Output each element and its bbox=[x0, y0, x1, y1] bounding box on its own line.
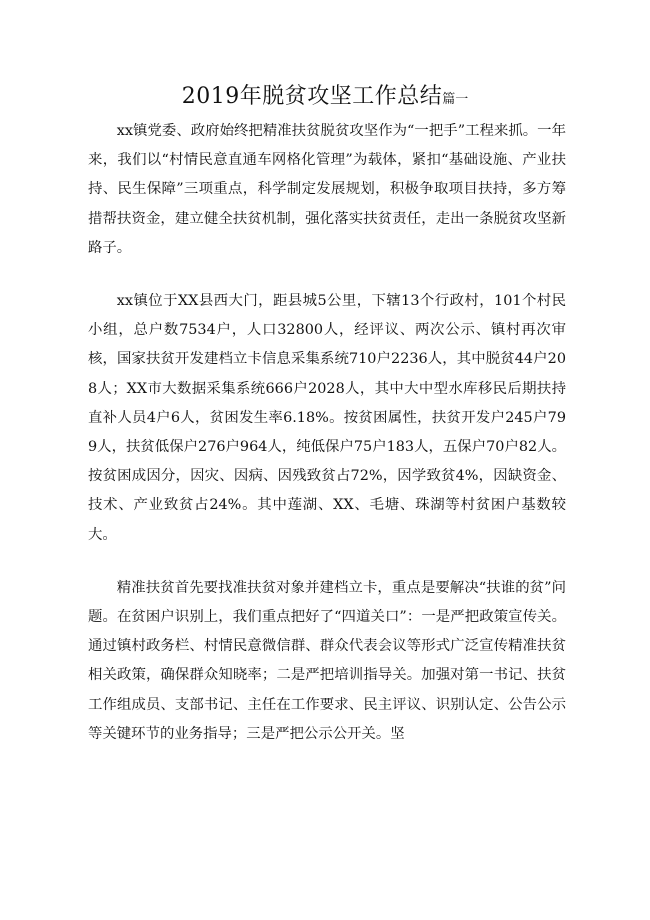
paragraph-intro: xx镇党委、政府始终把精准扶贫脱贫攻坚作为“一把手”工程来抓。一年来，我们以“村情民意直通车网格化管理”为载体，紧扣“基础设施、产业扶持、民生保障”三项重点，科学制定发展规划，积极争取项目扶持，多方筹措帮扶资金，建立健全扶贫机制，强化落实扶贫责任，走出一条脱贫攻坚新路子。 bbox=[88, 123, 566, 256]
document-body bbox=[88, 117, 566, 749]
title-suffix: 篇一 bbox=[442, 92, 469, 107]
paragraph-overview: xx镇位于XX县西大门，距县城5公里，下辖13个行政村，101个村民小组，总户数7534户，人口32800人，经评议、两次公示、镇村再次审核，国家扶贫开发建档立卡信息采集系统710户2236人，其中脱贫44户208人；XX市大数据采集系统666户2028人，其中大中型水库移民后期扶持直补人员4户6人，贫困发生率6.18%。按贫困属性，扶贫开发户245户799人，扶贫低保户276户964人，纯低保户75户183人，五保户70户82人。按贫困成因分，因灾、因病、因残致贫占72%，因学致贫4%，因缺资金、技术、产业致贫占24%。其中莲湖、XX、毛塘、珠湖等村贫困户基数较大。 bbox=[88, 293, 566, 543]
paragraph-identification: 精准扶贫首先要找准扶贫对象并建档立卡，重点是要解决“扶谁的贫”问题。在贫困户识别上，我们重点把好了“四道关口”：一是严把政策宣传关。通过镇村政务栏、村情民意微信群、群众代表会议等形式广泛宣传精准扶贫相关政策，确保群众知晓率；二是严把培训指导关。加强对第一书记、扶贫工作组成员、支部书记、主任在工作要求、民主评议、识别认定、公告公示等关键环节的业务指导；三是严把公示公开关。坚 bbox=[88, 579, 566, 742]
title-text: 2019年脱贫攻坚工作总结 bbox=[181, 84, 443, 109]
document-title bbox=[0, 82, 650, 115]
